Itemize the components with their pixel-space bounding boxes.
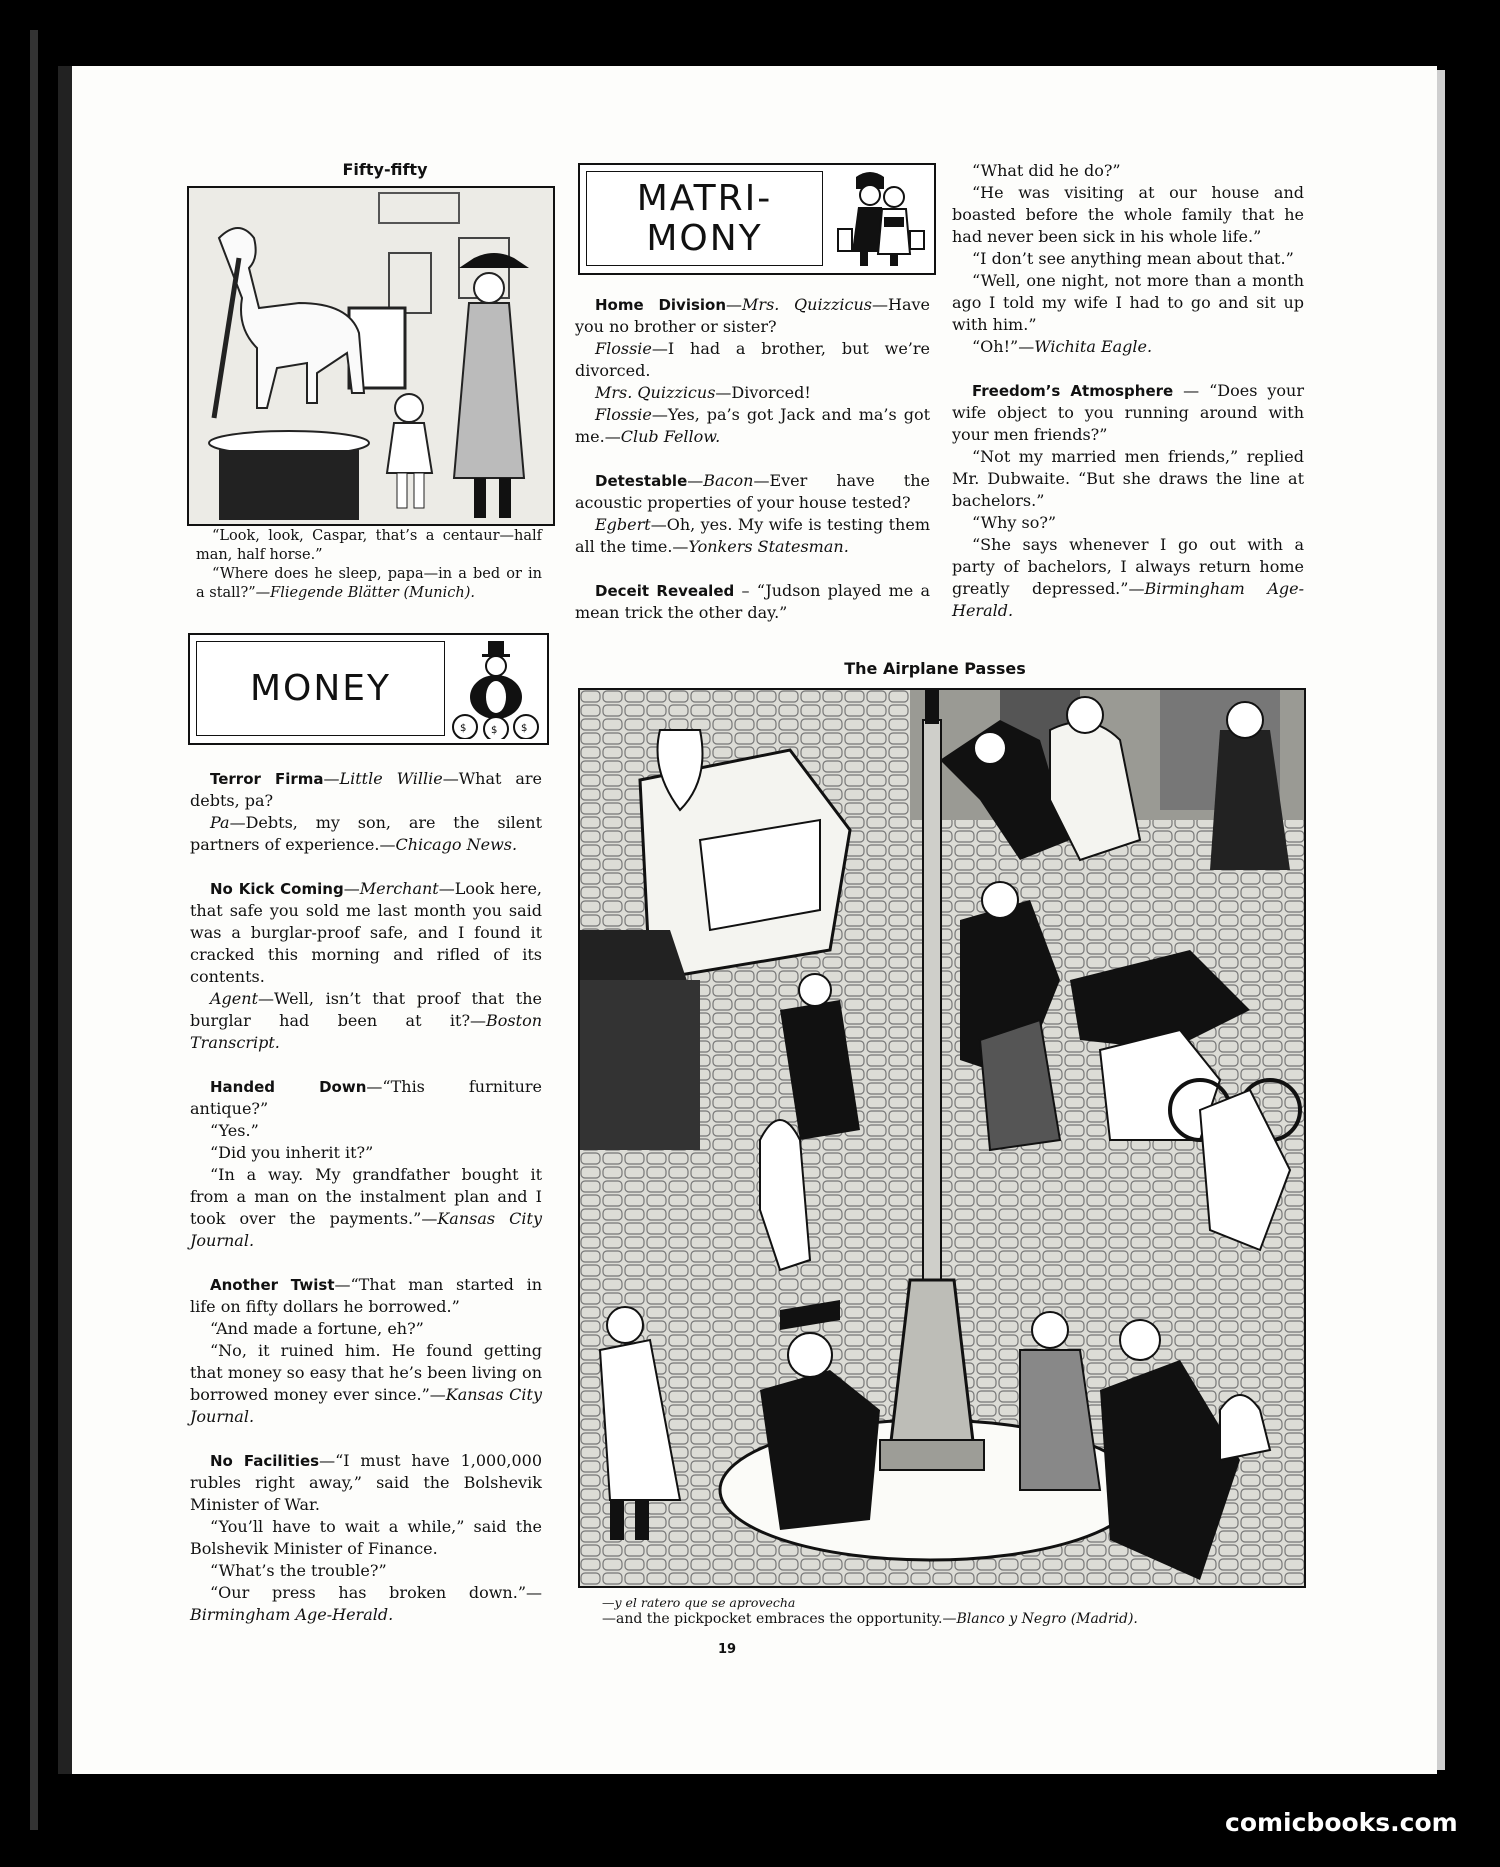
item-line: Egbert—Oh, yes. My wife is testing them all the time.—Yonkers Statesman. bbox=[575, 515, 930, 556]
page-gutter bbox=[58, 66, 72, 1774]
page-number: 19 bbox=[718, 1642, 737, 1657]
item-heading: No Facilities bbox=[210, 1452, 320, 1470]
fifty-fifty-caption-line-1: “Look, look, Caspar, that’s a centaur—half man, half horse.” bbox=[196, 528, 542, 563]
item-heading: Detestable bbox=[595, 472, 688, 490]
item-heading: Freedom’s Atmosphere bbox=[972, 382, 1174, 400]
item-heading: Deceit Revealed bbox=[595, 582, 735, 600]
page-edge bbox=[1437, 70, 1445, 1770]
item-line: “No, it ruined him. He found getting that money so easy that he’s been living on borrowed money ever since.”—Kansas City Journal. bbox=[190, 1341, 542, 1426]
matrimony-banner-line-2: MONY bbox=[646, 217, 763, 259]
item-deceit-revealed: Deceit Revealed – “Judson played me a mean trick the other day.” bbox=[575, 581, 931, 622]
item-heading: Terror Firma bbox=[210, 770, 324, 788]
book-binding bbox=[30, 30, 38, 1830]
centaur-cartoon-illustration bbox=[187, 186, 555, 526]
site-watermark: comicbooks.com bbox=[1225, 1808, 1458, 1837]
matrimony-continued-column bbox=[952, 160, 1304, 622]
fifty-fifty-caption-line-2: “Where does he sleep, papa—in a bed or in a stall?”—Fliegende Blätter (Munich). bbox=[196, 566, 542, 601]
item-line: Flossie—I had a brother, but we’re divorced. bbox=[575, 339, 930, 380]
fifty-fifty-caption bbox=[196, 527, 542, 603]
item-line: “Why so?” bbox=[972, 513, 1057, 532]
airplane-passes-caption bbox=[602, 1594, 1302, 1628]
item-line: “Yes.” bbox=[210, 1121, 259, 1140]
item-line: “In a way. My grandfather bought it from a man on the instalment plan and I took over the payments.”—Kansas City Journal. bbox=[190, 1165, 543, 1250]
street-scene-drawing bbox=[580, 690, 1304, 1586]
item-line: “He was visiting at our house and boasted before the whole family that he had never been sick in his whole life.” bbox=[952, 183, 1304, 246]
item-line: “She says whenever I go out with a party of bachelors, I always return home greatly depressed.”—Birmingham Age-Herald. bbox=[952, 535, 1304, 620]
item-no-facilities: No Facilities—“I must have 1,000,000 rubles right away,” said the Bolshevik Minister of War. bbox=[190, 1451, 542, 1514]
svg-text:$: $ bbox=[521, 723, 528, 734]
money-column bbox=[190, 768, 542, 1626]
item-line: “You’ll have to wait a while,” said the Bolshevik Minister of Finance. bbox=[190, 1517, 542, 1558]
item-handed-down: Handed Down—“This furniture antique?” bbox=[190, 1077, 542, 1118]
svg-text:$: $ bbox=[460, 723, 467, 734]
matrimony-banner-line-1: MATRI- bbox=[636, 177, 773, 219]
airplane-caption-source: Blanco y Negro (Madrid). bbox=[956, 1611, 1138, 1627]
item-another-twist: Another Twist—“That man started in life on fifty dollars he borrowed.” bbox=[190, 1275, 542, 1316]
item-line: Flossie—Yes, pa’s got Jack and ma’s got me.—Club Fellow. bbox=[575, 405, 930, 446]
item-home-division: Home Division—Mrs. Quizzicus—Have you no brother or sister? bbox=[575, 295, 931, 336]
item-line: Agent—Well, isn’t that proof that the burglar had been at it?—Boston Transcript. bbox=[190, 989, 542, 1052]
item-heading: No Kick Coming bbox=[210, 880, 344, 898]
matrimony-banner-title bbox=[586, 171, 823, 266]
svg-text:$: $ bbox=[491, 725, 498, 736]
matrimony-column bbox=[575, 294, 930, 624]
item-line: “What’s the trouble?” bbox=[210, 1561, 387, 1580]
item-line: “Our press has broken down.”—Birmingham Age-Herald. bbox=[190, 1583, 542, 1624]
airplane-caption-spanish: —y el ratero que se aprovecha bbox=[602, 1595, 796, 1610]
item-detestable: Detestable—Bacon—Ever have the acoustic properties of your house tested? bbox=[575, 471, 930, 512]
money-banner-title: MONEY bbox=[196, 641, 445, 736]
airplane-passes-title: The Airplane Passes bbox=[844, 659, 1026, 678]
money-banner bbox=[188, 633, 549, 745]
money-banner-illustration bbox=[450, 639, 542, 739]
item-line: “I don’t see anything mean about that.” bbox=[972, 249, 1294, 268]
centaur-cartoon-drawing bbox=[189, 188, 553, 524]
item-heading: Handed Down bbox=[210, 1078, 367, 1096]
item-line: “Did you inherit it?” bbox=[210, 1143, 374, 1162]
item-line: “Oh!”—Wichita Eagle. bbox=[972, 337, 1153, 356]
matrimony-banner-illustration bbox=[828, 169, 928, 269]
fifty-fifty-title: Fifty-fifty bbox=[342, 160, 428, 179]
item-heading: Home Division bbox=[595, 296, 727, 314]
item-heading: Another Twist bbox=[210, 1276, 335, 1294]
item-terror-firma: Terror Firma—Little Willie—What are debts, pa? bbox=[190, 769, 542, 810]
fifty-fifty-caption-source: —Fliegende Blätter (Munich). bbox=[255, 585, 475, 601]
item-line: Pa—Debts, my son, are the silent partners of experience.—Chicago News. bbox=[190, 813, 542, 854]
item-line: “Not my married men friends,” replied Mr. Dubwaite. “But she draws the line at bachelors.” bbox=[952, 447, 1304, 510]
airplane-passes-illustration bbox=[578, 688, 1306, 1588]
moneybags-man-icon bbox=[450, 639, 542, 739]
matrimony-banner bbox=[578, 163, 936, 275]
item-line: “Well, one night, not more than a month ago I told my wife I had to go and sit up with him.” bbox=[952, 271, 1304, 334]
airplane-caption-english: —and the pickpocket embraces the opportunity.—Blanco y Negro (Madrid). bbox=[602, 1611, 1138, 1627]
item-line: “And made a fortune, eh?” bbox=[210, 1319, 424, 1338]
item-no-kick-coming: No Kick Coming—Merchant—Look here, that safe you sold me last month you said was a burglar-proof safe, and I found it cracked this morning and rifled of its contents. bbox=[190, 879, 543, 986]
item-freedoms-atmosphere: Freedom’s Atmosphere — “Does your wife object to you running around with your men friends?” bbox=[952, 381, 1304, 444]
item-line: “What did he do?” bbox=[972, 161, 1121, 180]
couple-icon bbox=[828, 169, 928, 269]
item-line: Mrs. Quizzicus—Divorced! bbox=[595, 383, 811, 402]
